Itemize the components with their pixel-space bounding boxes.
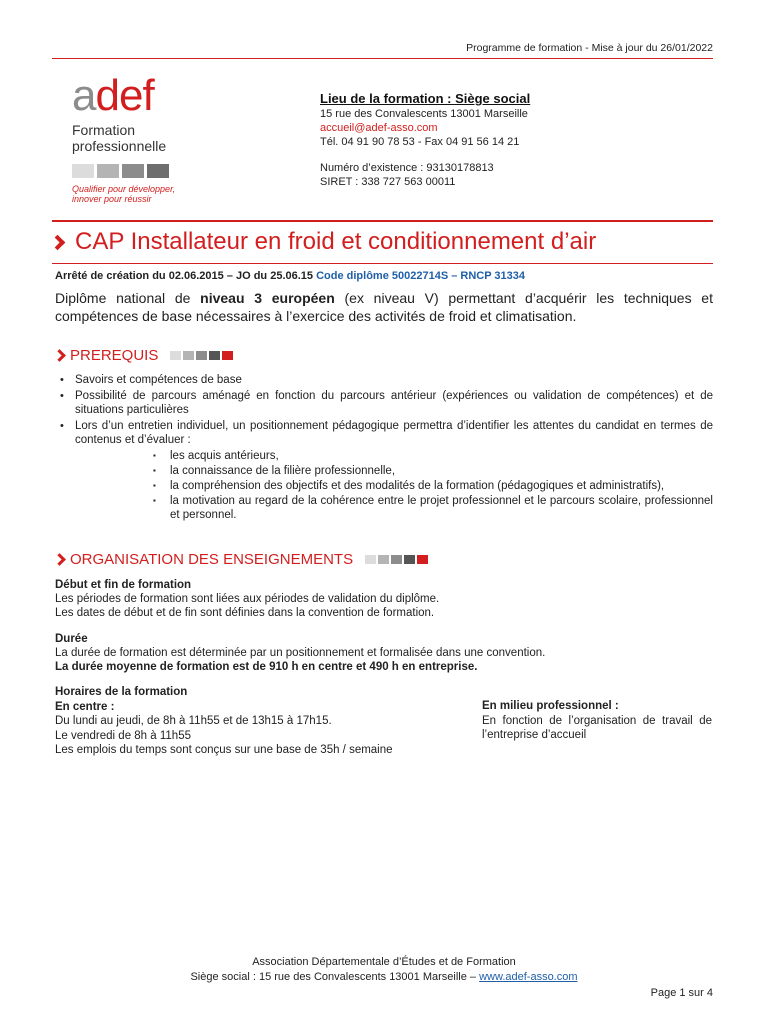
duree-title: Durée (55, 633, 88, 645)
pro-title: En milieu professionnel : (482, 700, 619, 712)
debut-title: Début et fin de formation (55, 579, 192, 591)
sub-list-item: ▪ les acquis antérieurs, (150, 449, 713, 463)
chevron-right-icon (53, 349, 66, 362)
prerequis-list (55, 373, 713, 523)
footer: Association Départementale d’Études et de Formation Siège social : 15 rue des Convalescents 13001 Marseille – www.adef-asso.com (190, 956, 578, 983)
section-organisation: ORGANISATION DES ENSEIGNEMENTS (55, 551, 428, 568)
phone: Tél. 04 91 90 78 53 - Fax 04 91 56 14 21 (320, 136, 520, 148)
website-link[interactable]: www.adef-asso.com (479, 971, 578, 983)
section-prerequis: PREREQUIS (55, 347, 233, 364)
creation-decree: Arrêté de création du 02.06.2015 – JO du 25.06.15 Code diplôme 50022714S – RNCP 31334 (55, 270, 525, 282)
duree-block: Durée La durée de formation est déterminée par un positionnement et formalisée dans une convention. La durée moyenne de formation est de 910 h en centre et 490 h en entreprise. (55, 632, 713, 674)
logo-subtitle: Formation professionnelle (72, 122, 167, 154)
sub-list-item: ▪ la compréhension des objectifs et des modalités de la formation (pédagogiques et administratifs), (150, 479, 713, 493)
diploma-code: Code diplôme 50022714S – RNCP 31334 (316, 270, 525, 282)
address-block (320, 91, 530, 189)
horaires-centre: Horaires de la formation En centre : Du lundi au jeudi, de 8h à 11h55 et de 13h15 à 17h15. Le vendredi de 8h à 11h55 Les emplois du temps sont conçus sur une base de 35h / semaine (55, 685, 475, 758)
street: 15 rue des Convalescents 13001 Marseille (320, 108, 528, 120)
title-divider (52, 263, 713, 264)
list-item: • Possibilité de parcours aménagé en fonction du parcours antérieur (expériences ou validation de compétences) et de situations particulières (55, 389, 713, 417)
sub-list-item: ▪ la motivation au regard de la cohérence entre le projet professionnel et le parcours scolaire, professionnel et personnel. (150, 494, 713, 522)
email-link[interactable]: accueil@adef-asso.com (320, 122, 438, 134)
sub-list-item: ▪ la connaissance de la filière professionnelle, (150, 464, 713, 478)
intro-paragraph: Diplôme national de niveau 3 européen (ex niveau V) permettant d’acquérir les techniques et compétences de base nécessaires à l’exercice des activités de froid et climatisation. (55, 290, 713, 324)
logo-tagline: Qualifier pour développer, innover pour réussir (72, 184, 176, 204)
location-title: Lieu de la formation : Siège social (320, 91, 531, 106)
sub-list (150, 449, 713, 522)
list-item: • Savoirs et compétences de base (55, 373, 713, 387)
list-item: • Lors d’un entretien individuel, un positionnement pédagogique permettra d’identifier les attentes du candidat en termes de contenus et d’évaluer : (55, 419, 713, 447)
update-note: Programme de formation - Mise à jour du 26/01/2022 (466, 42, 713, 54)
section-squares (365, 555, 428, 564)
adef-logo (72, 71, 202, 204)
logo-squares (72, 164, 202, 178)
horaires-title: Horaires de la formation (55, 686, 188, 698)
logo-wordmark: adef (72, 71, 154, 120)
header-divider (52, 220, 713, 222)
page-number: Page 1 sur 4 (650, 987, 713, 999)
page-title: CAP Installateur en froid et conditionnement d’air (52, 228, 596, 256)
centre-title: En centre : (55, 700, 115, 713)
section-squares (170, 351, 233, 360)
horaires-pro: En milieu professionnel : En fonction de l’organisation de travail de l’entreprise d’accueil (482, 700, 712, 741)
debut-fin-block: Début et fin de formation Les périodes de formation sont liées aux périodes de validation du diplôme. Les dates de début et de fin sont définies dans la convention de formation. (55, 578, 713, 620)
siret: SIRET : 338 727 563 00011 (320, 176, 456, 188)
chevron-right-icon (53, 553, 66, 566)
chevron-right-icon (50, 234, 66, 250)
existence-number: Numéro d’existence : 93130178813 (320, 162, 494, 174)
top-divider (52, 58, 713, 59)
